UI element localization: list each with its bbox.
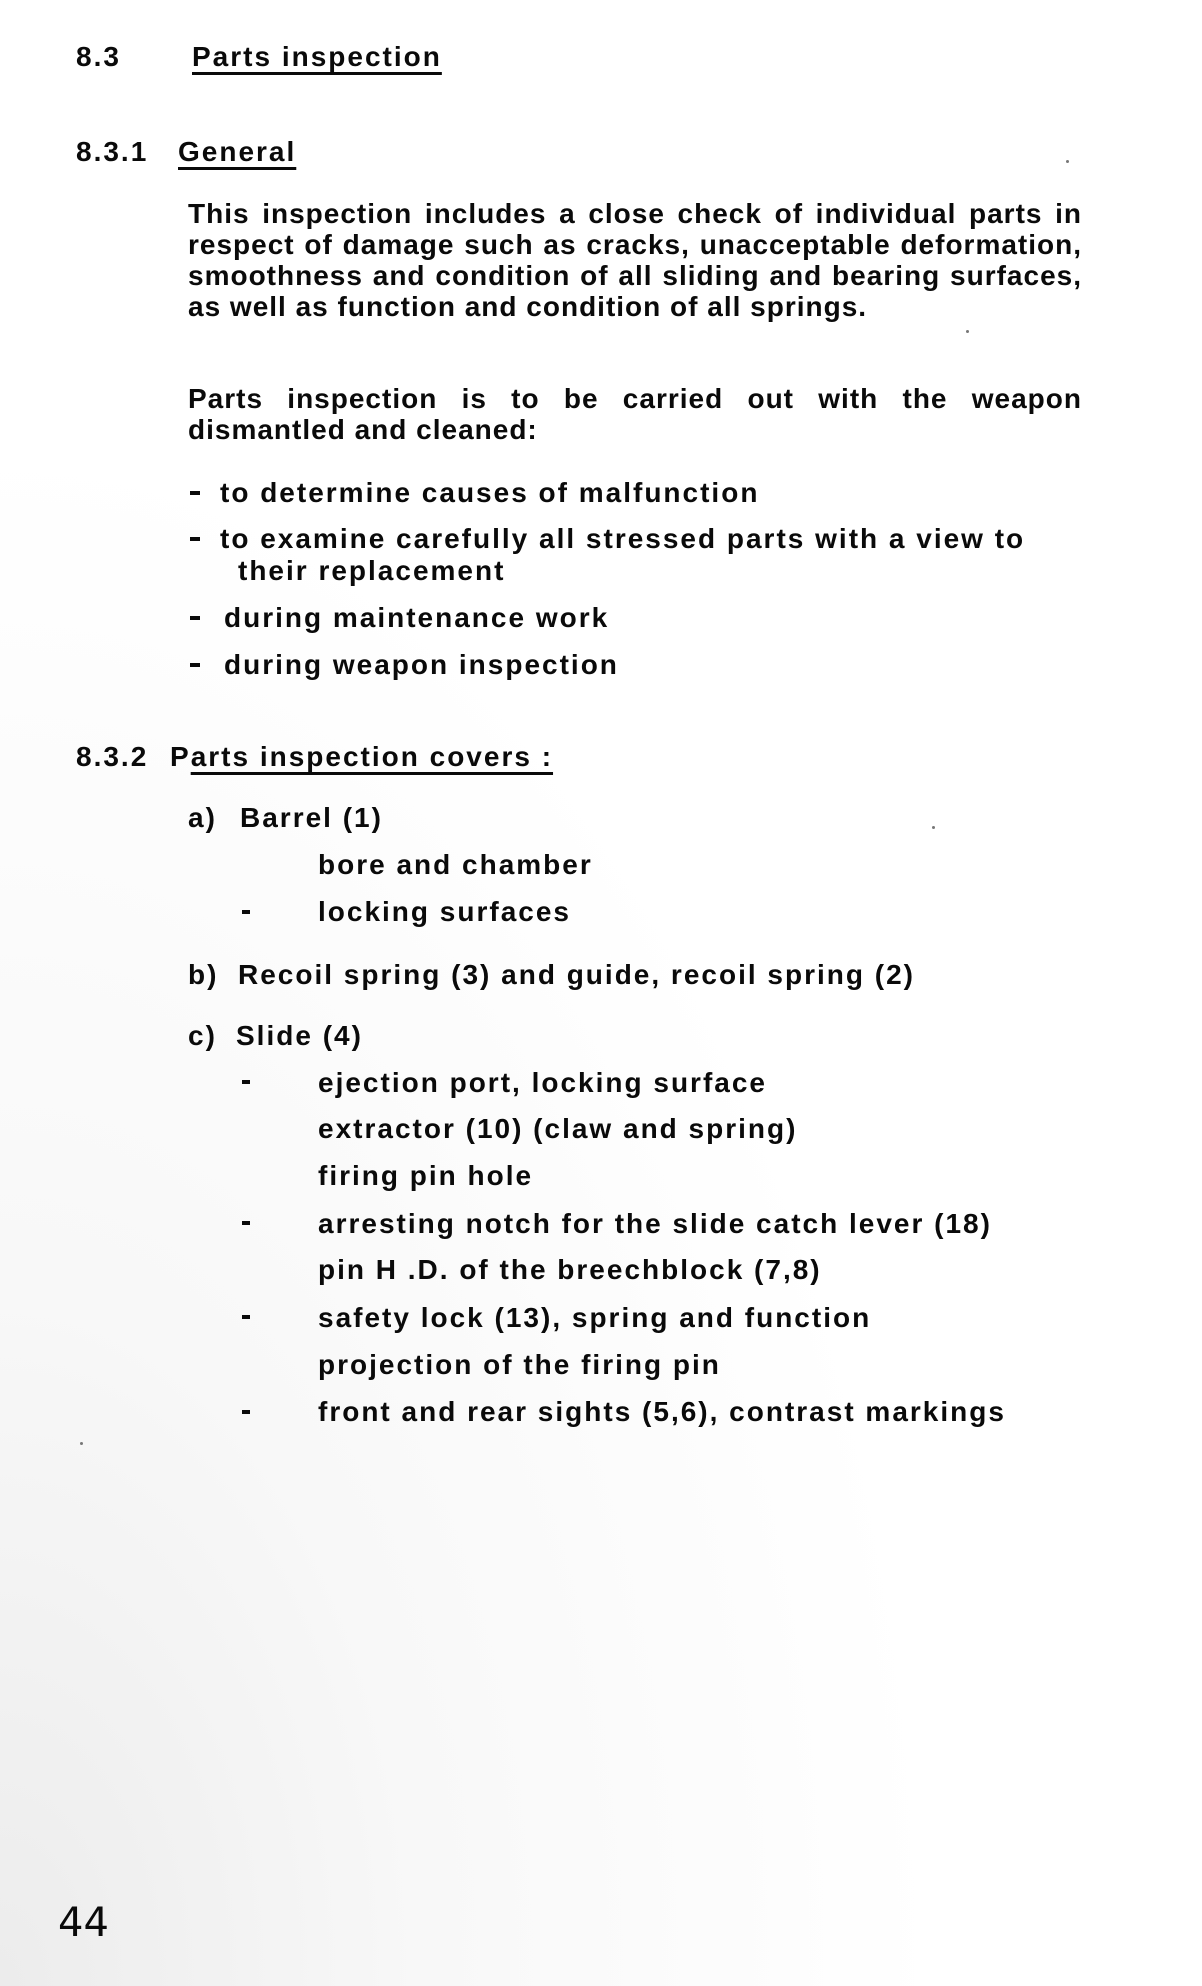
page-number: 44 [58,1900,109,1946]
bullet-dash-icon [242,1410,250,1414]
bullet-dash-icon [190,663,200,667]
sub-item: locking surfaces [318,896,571,927]
subsection-covers-number: 8.3.2 [76,741,149,772]
list-item: during maintenance work [224,602,610,633]
scan-speck [1066,160,1069,163]
list-item: to examine carefully all stressed parts with a view to [220,523,1026,554]
bullet-dash-icon [242,1315,250,1319]
list-item: during weapon inspection [224,649,619,680]
item-label-c: c) [188,1020,217,1051]
scan-speck [966,330,969,333]
subsection-general-title: General [178,136,297,167]
sub-item: safety lock (13), spring and function [318,1302,872,1333]
covers-title-rest: arts inspection covers : [190,741,554,772]
covers-title-initial: P [170,741,191,772]
bullet-dash-icon [242,910,250,914]
item-text-barrel: Barrel (1) [240,802,383,833]
sub-item: bore and chamber [318,849,593,880]
sub-item: firing pin hole [318,1160,534,1191]
bullet-dash-icon [242,1221,250,1225]
general-paragraph-2: Parts inspection is to be carried out with the weapon dismantled and cleaned: [188,383,1082,445]
section-number: 8.3 [76,41,121,72]
item-label-a: a) [188,802,217,833]
item-label-b: b) [188,959,219,990]
list-item-continuation: their replacement [238,555,506,586]
sub-item: projection of the firing pin [318,1349,721,1380]
bullet-dash-icon [242,1080,250,1084]
scan-speck [80,1442,83,1445]
scan-speck [932,826,935,829]
sub-item: ejection port, locking surface [318,1067,767,1098]
bullet-dash-icon [190,616,200,620]
sub-item: pin H .D. of the breechblock (7,8) [318,1254,822,1285]
sub-item: extractor (10) (claw and spring) [318,1113,798,1144]
bullet-dash-icon [190,491,200,495]
sub-item: arresting notch for the slide catch lever (18) [318,1208,992,1239]
general-paragraph-1: This inspection includes a close check of individual parts in respect of damage such as cracks, unacceptable deformation, smoothness and condition of all sliding and bearing surfaces, as well as function and condition of all springs. [188,198,1082,322]
item-text-slide: Slide (4) [236,1020,363,1051]
bullet-dash-icon [190,537,200,541]
subsection-covers-title [170,741,553,772]
subsection-general-number: 8.3.1 [76,136,149,167]
list-item: to determine causes of malfunction [220,477,760,508]
sub-item: front and rear sights (5,6), contrast markings [318,1396,1006,1427]
item-text-recoil-spring: Recoil spring (3) and guide, recoil spring (2) [238,959,915,990]
section-title: Parts inspection [192,41,442,72]
